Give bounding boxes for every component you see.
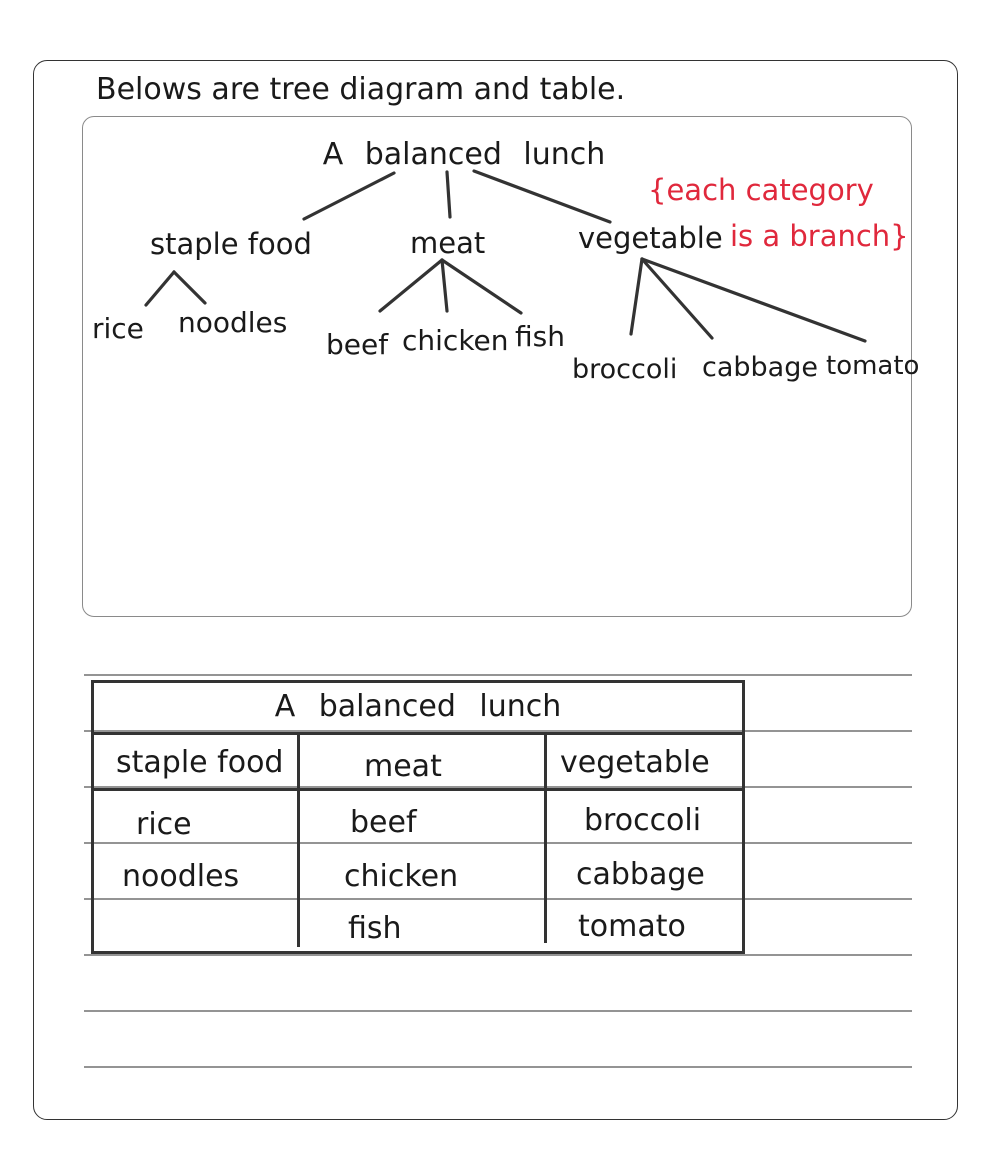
- table-cell: beef: [350, 805, 417, 840]
- table-title: A balanced lunch: [274, 689, 562, 724]
- branch-meat-chicken: [442, 260, 447, 311]
- table-column-divider: [544, 735, 547, 943]
- table-cell: noodles: [122, 859, 240, 894]
- branch-note-line-2: is a branch}: [730, 219, 909, 253]
- table-divider: [94, 732, 742, 735]
- lunch-table: [91, 680, 745, 954]
- table-divider: [94, 788, 742, 791]
- branch-meat-fish: [442, 260, 521, 313]
- table-header-staple-food: staple food: [116, 745, 284, 780]
- branch-root-meat: [447, 172, 450, 217]
- tree-leaf-beef: beef: [326, 328, 389, 361]
- table-cell: rice: [136, 807, 192, 842]
- branch-veg-tomato: [642, 259, 865, 341]
- tree-leaf-fish: fish: [515, 320, 565, 353]
- table-cell: broccoli: [584, 803, 702, 838]
- tree-category-vegetable: vegetable: [578, 221, 723, 255]
- table-cell: cabbage: [576, 857, 705, 892]
- branch-staple-noodles: [174, 272, 205, 303]
- branch-note-line-1: {each category: [648, 173, 874, 207]
- tree-leaf-cabbage: cabbage: [702, 352, 818, 383]
- branch-staple-rice: [146, 272, 174, 305]
- table-header-meat: meat: [364, 749, 442, 784]
- branch-veg-broccoli: [631, 259, 642, 334]
- tree-leaf-broccoli: broccoli: [572, 354, 678, 385]
- table-cell: fish: [348, 911, 402, 946]
- table-column-divider: [297, 735, 300, 947]
- tree-category-staple-food: staple food: [150, 227, 312, 261]
- branch-root-vegetable: [474, 171, 610, 222]
- table-cell: chicken: [344, 859, 459, 894]
- table-header-vegetable: vegetable: [560, 745, 710, 780]
- tree-root-label: A balanced lunch: [322, 137, 606, 172]
- tree-category-meat: meat: [410, 226, 486, 260]
- branch-meat-beef: [380, 260, 442, 311]
- tree-leaf-rice: rice: [92, 312, 144, 345]
- tree-leaf-chicken: chicken: [402, 324, 509, 357]
- tree-leaf-tomato: tomato: [826, 351, 920, 381]
- worksheet-heading: Belows are tree diagram and table.: [96, 72, 626, 107]
- tree-leaf-noodles: noodles: [178, 306, 288, 339]
- table-cell: tomato: [578, 909, 686, 944]
- branch-root-staple-food: [304, 173, 394, 219]
